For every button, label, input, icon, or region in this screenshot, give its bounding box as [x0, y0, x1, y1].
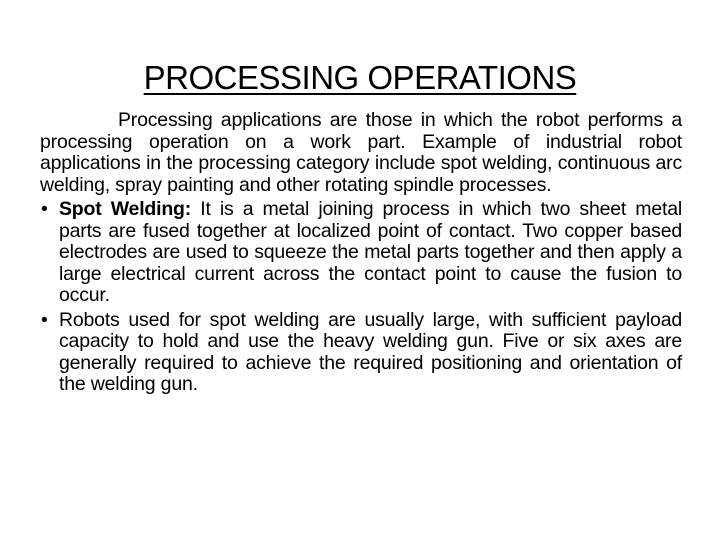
bullet-dot-icon: •	[41, 198, 48, 220]
bullet-dot-icon: •	[41, 308, 48, 331]
slide-title: PROCESSING OPERATIONS	[143, 59, 577, 96]
bullet-text: Robots used for spot welding are usually large, with sufficient payload capacity to hold and use the heavy welding gun. Five or six axes are generally required to achieve the required positioning and orientation of the welding gun.	[59, 308, 682, 395]
slide-body	[40, 110, 682, 396]
bullet-term: Spot Welding:	[59, 198, 192, 220]
bullet-item-spot-welding	[40, 199, 682, 307]
bullet-item-robots	[40, 310, 682, 396]
intro-paragraph: Processing applications are those in which the robot performs a processing operation on a work part. Example of industrial robot applications in the processing category include spot welding, continuous arc welding, spray painting and other rotating spindle processes.	[40, 109, 682, 196]
bullet-list	[40, 199, 682, 396]
bullet-text: It is a metal joining process in which two sheet metal parts are fused together at localized point of contact. Two copper based electrodes are used to squeeze the metal parts together and then apply a large electrical current across the contact point to cause the fusion to occur.	[59, 198, 682, 306]
